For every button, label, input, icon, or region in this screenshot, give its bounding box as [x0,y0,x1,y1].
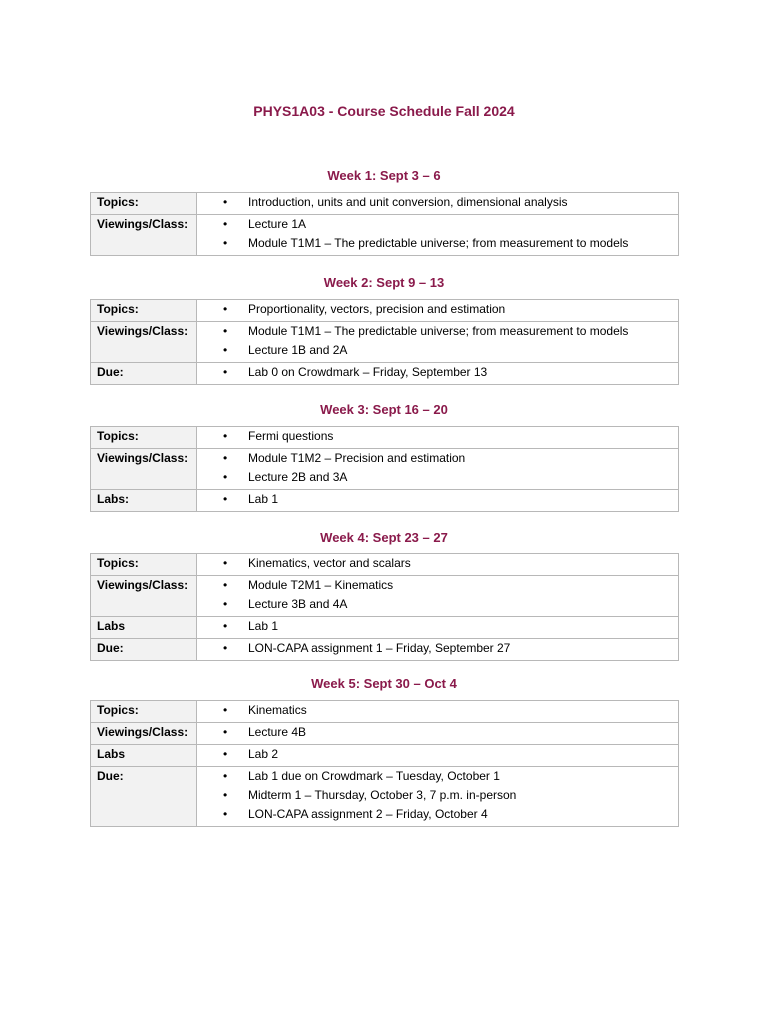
list-item [197,216,678,235]
list-item [197,596,678,615]
table-row [91,617,679,639]
row-items [197,767,679,827]
bullet-icon: • [223,641,228,655]
table-row [91,767,679,827]
row-label: Topics: [91,427,197,449]
list-item [197,618,678,637]
list-item [197,577,678,596]
item-text: Lecture 1B and 2A [248,343,348,357]
list-item [197,194,678,213]
item-text: Lab 1 [248,492,279,506]
bullet-icon: • [223,556,228,570]
row-items [197,363,679,385]
list-item [197,323,678,342]
item-text: Module T1M1 – The predictable universe; from measurement to models [248,236,629,250]
item-text: Lab 1 due on Crowdmark – Tuesday, October 1 [248,769,500,783]
bullet-icon: • [223,343,228,357]
item-text: Introduction, units and unit conversion, dimensional analysis [248,195,568,209]
table-row [91,363,679,385]
week-5-table [90,700,679,827]
list-item [197,702,678,721]
table-row [91,490,679,512]
item-text: Lab 1 [248,619,279,633]
list-item [197,301,678,320]
week-3-heading: Week 3: Sept 16 – 20 [320,402,448,417]
row-label: Due: [91,639,197,661]
table-row [91,576,679,617]
bullet-icon: • [223,302,228,316]
list-item [197,768,678,787]
row-items [197,554,679,576]
week-5-heading: Week 5: Sept 30 – Oct 4 [311,676,457,691]
row-items [197,300,679,322]
list-item [197,806,678,825]
table-row [91,449,679,490]
row-label: Viewings/Class: [91,322,197,363]
bullet-icon: • [223,725,228,739]
row-label: Viewings/Class: [91,723,197,745]
row-items [197,215,679,256]
table-row [91,215,679,256]
week-4-heading: Week 4: Sept 23 – 27 [320,530,448,545]
item-text: Lecture 3B and 4A [248,597,348,611]
table-row [91,554,679,576]
bullet-icon: • [223,365,228,379]
item-text: Fermi questions [248,429,334,443]
list-item [197,364,678,383]
table-row [91,322,679,363]
bullet-icon: • [223,324,228,338]
list-item [197,469,678,488]
list-item [197,450,678,469]
row-items [197,449,679,490]
bullet-icon: • [223,747,228,761]
bullet-icon: • [223,769,228,783]
row-items [197,322,679,363]
bullet-icon: • [223,703,228,717]
bullet-icon: • [223,492,228,506]
bullet-icon: • [223,578,228,592]
row-items [197,639,679,661]
list-item [197,787,678,806]
row-label: Labs [91,745,197,767]
item-text: LON-CAPA assignment 2 – Friday, October 4 [248,807,488,821]
row-items [197,193,679,215]
week-2-table [90,299,679,385]
week-1-heading: Week 1: Sept 3 – 6 [327,168,441,183]
bullet-icon: • [223,788,228,802]
list-item [197,555,678,574]
table-row [91,427,679,449]
item-text: Lab 0 on Crowdmark – Friday, September 13 [248,365,488,379]
bullet-icon: • [223,470,228,484]
list-item [197,724,678,743]
table-row [91,723,679,745]
row-label: Due: [91,363,197,385]
bullet-icon: • [223,807,228,821]
table-row [91,300,679,322]
row-label: Topics: [91,193,197,215]
item-text: Midterm 1 – Thursday, October 3, 7 p.m. in-person [248,788,517,802]
item-text: Lecture 4B [248,725,307,739]
week-1-table [90,192,679,256]
item-text: Proportionality, vectors, precision and estimation [248,302,506,316]
week-3-table [90,426,679,512]
list-item [197,235,678,254]
item-text: Module T1M1 – The predictable universe; from measurement to models [248,324,629,338]
row-items [197,576,679,617]
week-2-heading: Week 2: Sept 9 – 13 [323,275,445,290]
table-row [91,193,679,215]
row-items [197,490,679,512]
item-text: Lecture 2B and 3A [248,470,348,484]
row-label: Due: [91,767,197,827]
list-item [197,491,678,510]
page-title: PHYS1A03 - Course Schedule Fall 2024 [253,103,515,119]
row-label: Viewings/Class: [91,449,197,490]
bullet-icon: • [223,429,228,443]
item-text: Kinematics [248,703,307,717]
list-item [197,428,678,447]
row-label: Labs: [91,490,197,512]
item-text: Module T1M2 – Precision and estimation [248,451,466,465]
bullet-icon: • [223,217,228,231]
row-label: Topics: [91,300,197,322]
row-items [197,427,679,449]
row-items [197,745,679,767]
item-text: Lecture 1A [248,217,307,231]
row-label: Viewings/Class: [91,576,197,617]
item-text: Module T2M1 – Kinematics [248,578,394,592]
item-text: Kinematics, vector and scalars [248,556,411,570]
table-row [91,745,679,767]
row-label: Viewings/Class: [91,215,197,256]
week-4-table [90,553,679,661]
list-item [197,746,678,765]
list-item [197,640,678,659]
bullet-icon: • [223,236,228,250]
list-item [197,342,678,361]
row-items [197,723,679,745]
row-label: Labs [91,617,197,639]
bullet-icon: • [223,195,228,209]
row-items [197,701,679,723]
table-row [91,701,679,723]
table-row [91,639,679,661]
row-label: Topics: [91,701,197,723]
row-label: Topics: [91,554,197,576]
item-text: LON-CAPA assignment 1 – Friday, September 27 [248,641,511,655]
row-items [197,617,679,639]
bullet-icon: • [223,597,228,611]
item-text: Lab 2 [248,747,279,761]
bullet-icon: • [223,451,228,465]
bullet-icon: • [223,619,228,633]
